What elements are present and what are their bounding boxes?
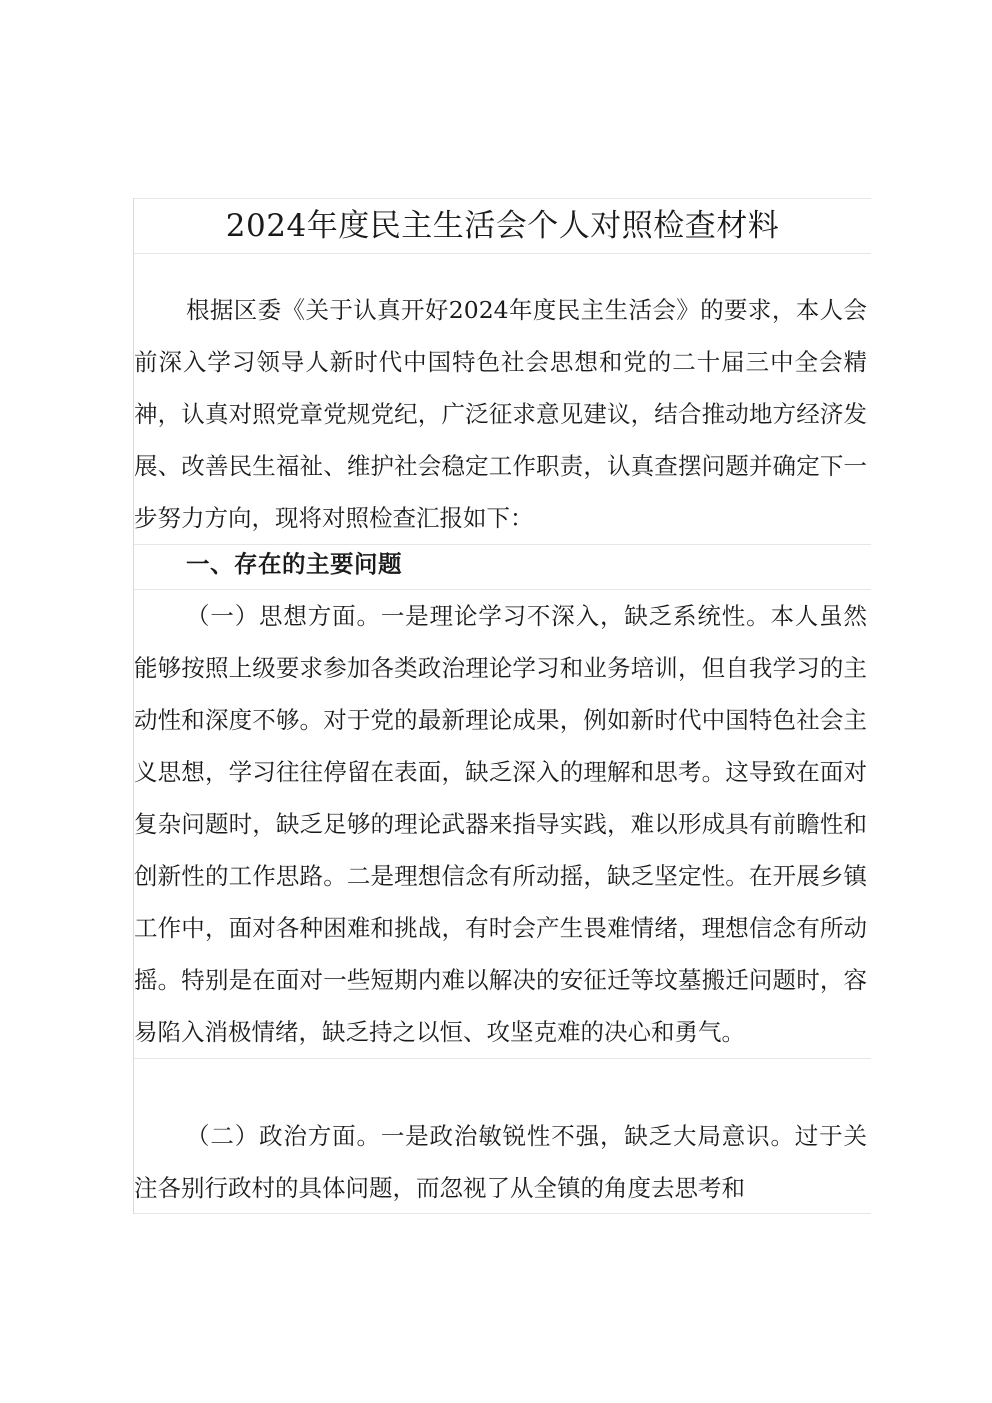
section-heading: 一、存在的主要问题: [134, 538, 871, 590]
document-page: [133, 198, 871, 1214]
section-1-paragraph: （一）思想方面。一是理论学习不深入，缺乏系统性。本人虽然能够按照上级要求参加各类政治理论学习和业务培训，但自我学习的主动性和深度不够。对于党的最新理论成果，例如新时代中国特色社会主义思想，学习往往停留在表面，缺乏深入的理解和思考。这导致在面对复杂问题时，缺乏足够的理论武器来指导实践，难以形成具有前瞻性和创新性的工作思路。二是理想信念有所动摇，缺乏坚定性。在开展乡镇工作中，面对各种困难和挑战，有时会产生畏难情绪，理想信念有所动摇。特别是在面对一些短期内难以解决的安征迁等坟墓搬迁问题时，容易陷入消极情绪，缺乏持之以恒、攻坚克难的决心和勇气。: [134, 590, 871, 1059]
section-2-paragraph: （二）政治方面。一是政治敏锐性不强，缺乏大局意识。过于关注各别行政村的具体问题，而忽视了从全镇的角度去思考和: [134, 1110, 871, 1214]
document-title: 2024年度民主生活会个人对照检查材料: [134, 198, 871, 254]
intro-paragraph: 根据区委《关于认真开好2024年度民主生活会》的要求，本人会前深入学习领导人新时代中国特色社会思想和党的二十届三中全会精神，认真对照党章党规党纪，广泛征求意见建议，结合推动地方经济发展、改善民生福祉、维护社会稳定工作职责，认真查摆问题并确定下一步努力方向，现将对照检查汇报如下：: [134, 284, 871, 545]
